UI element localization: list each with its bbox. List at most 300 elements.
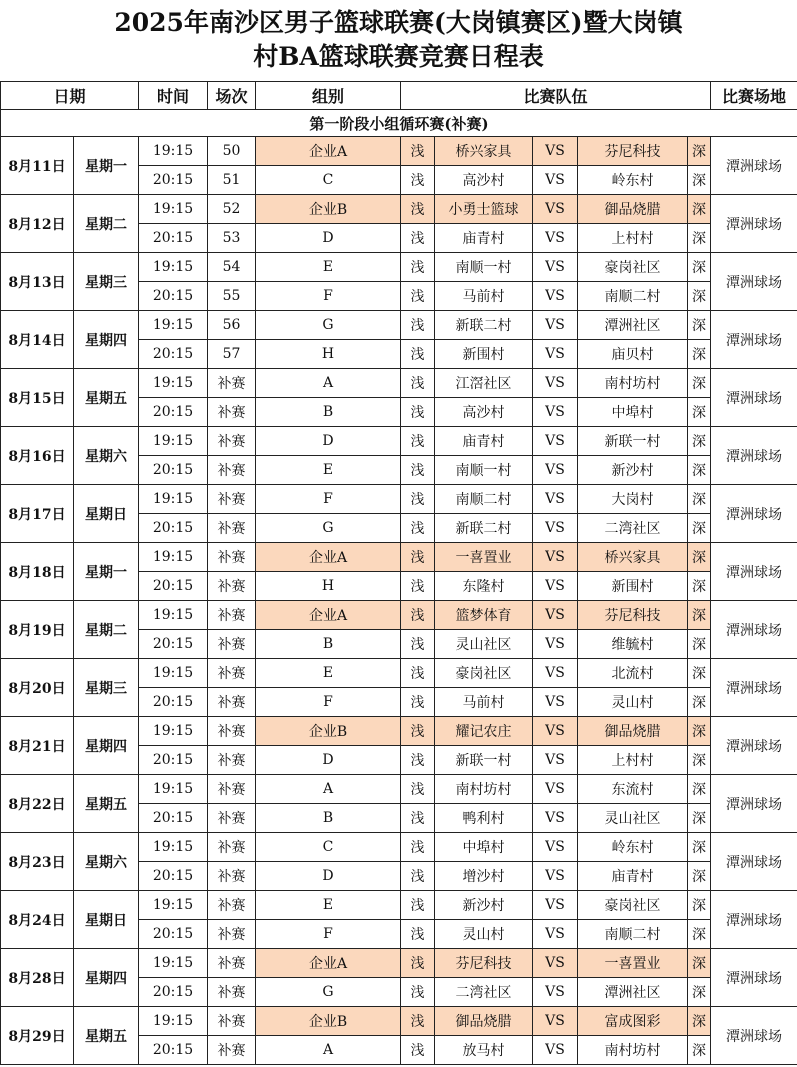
light-side-label: 浅: [401, 833, 435, 862]
dark-side-label: 深: [688, 456, 711, 485]
match-time: 20:15: [139, 978, 208, 1007]
vs-label: VS: [533, 833, 578, 862]
match-time: 19:15: [139, 717, 208, 746]
match-time: 20:15: [139, 804, 208, 833]
match-weekday: 星期一: [74, 137, 139, 195]
dark-side-label: 深: [688, 398, 711, 427]
match-row: [1, 311, 797, 340]
dark-side-label: 深: [688, 601, 711, 630]
match-number: 补赛: [208, 514, 256, 543]
match-group: F: [256, 688, 401, 717]
home-team: 灵山社区: [435, 630, 533, 659]
vs-label: VS: [533, 775, 578, 804]
match-number: 补赛: [208, 949, 256, 978]
match-number: 补赛: [208, 891, 256, 920]
away-team: 大岗村: [578, 485, 688, 514]
vs-label: VS: [533, 224, 578, 253]
match-group: E: [256, 891, 401, 920]
home-team: 高沙村: [435, 166, 533, 195]
match-date: 8月20日: [1, 659, 74, 717]
light-side-label: 浅: [401, 369, 435, 398]
vs-label: VS: [533, 601, 578, 630]
match-row: [1, 253, 797, 282]
match-number: 补赛: [208, 804, 256, 833]
home-team: 御品烧腊: [435, 1007, 533, 1036]
light-side-label: 浅: [401, 659, 435, 688]
away-team: 灵山村: [578, 688, 688, 717]
match-group: E: [256, 659, 401, 688]
match-group: 企业A: [256, 601, 401, 630]
away-team: 御品烧腊: [578, 717, 688, 746]
match-group: H: [256, 340, 401, 369]
match-date: 8月18日: [1, 543, 74, 601]
match-group: D: [256, 862, 401, 891]
match-venue: 潭洲球场: [711, 427, 797, 485]
away-team: 上村村: [578, 224, 688, 253]
vs-label: VS: [533, 282, 578, 311]
home-team: 放马村: [435, 1036, 533, 1065]
vs-label: VS: [533, 862, 578, 891]
match-time: 19:15: [139, 833, 208, 862]
match-group: B: [256, 398, 401, 427]
stage-title: 第一阶段小组循环赛(补赛): [1, 110, 797, 137]
home-team: 篮梦体育: [435, 601, 533, 630]
match-row: [1, 775, 797, 804]
dark-side-label: 深: [688, 137, 711, 166]
away-team: 潭洲社区: [578, 311, 688, 340]
light-side-label: 浅: [401, 717, 435, 746]
vs-label: VS: [533, 688, 578, 717]
match-time: 19:15: [139, 369, 208, 398]
match-time: 19:15: [139, 949, 208, 978]
match-date: 8月13日: [1, 253, 74, 311]
home-team: 庙青村: [435, 427, 533, 456]
match-number: 50: [208, 137, 256, 166]
match-group: G: [256, 978, 401, 1007]
match-time: 19:15: [139, 1007, 208, 1036]
vs-label: VS: [533, 746, 578, 775]
away-team: 中埠村: [578, 398, 688, 427]
match-group: D: [256, 746, 401, 775]
vs-label: VS: [533, 398, 578, 427]
home-team: 芬尼科技: [435, 949, 533, 978]
match-date: 8月17日: [1, 485, 74, 543]
dark-side-label: 深: [688, 978, 711, 1007]
match-row: [1, 485, 797, 514]
match-group: A: [256, 775, 401, 804]
match-time: 19:15: [139, 427, 208, 456]
match-venue: 潭洲球场: [711, 659, 797, 717]
home-team: 庙青村: [435, 224, 533, 253]
vs-label: VS: [533, 514, 578, 543]
header-group: 组别: [256, 82, 401, 110]
dark-side-label: 深: [688, 746, 711, 775]
match-group: 企业B: [256, 717, 401, 746]
match-row: [1, 137, 797, 166]
match-venue: 潭洲球场: [711, 543, 797, 601]
match-row: [1, 601, 797, 630]
light-side-label: 浅: [401, 543, 435, 572]
match-date: 8月22日: [1, 775, 74, 833]
match-date: 8月11日: [1, 137, 74, 195]
match-time: 20:15: [139, 630, 208, 659]
match-date: 8月12日: [1, 195, 74, 253]
match-group: E: [256, 456, 401, 485]
home-team: 新沙村: [435, 891, 533, 920]
match-weekday: 星期四: [74, 949, 139, 1007]
dark-side-label: 深: [688, 514, 711, 543]
match-number: 补赛: [208, 427, 256, 456]
document-title: [0, 0, 797, 81]
title-line-2: 村BA篮球联赛竞赛日程表: [253, 42, 544, 71]
home-team: 东隆村: [435, 572, 533, 601]
vs-label: VS: [533, 137, 578, 166]
match-number: 补赛: [208, 543, 256, 572]
dark-side-label: 深: [688, 688, 711, 717]
dark-side-label: 深: [688, 1007, 711, 1036]
dark-side-label: 深: [688, 949, 711, 978]
away-team: 御品烧腊: [578, 195, 688, 224]
match-time: 20:15: [139, 340, 208, 369]
match-time: 19:15: [139, 659, 208, 688]
match-group: 企业A: [256, 543, 401, 572]
match-time: 20:15: [139, 572, 208, 601]
home-team: 小勇士篮球: [435, 195, 533, 224]
light-side-label: 浅: [401, 978, 435, 1007]
vs-label: VS: [533, 456, 578, 485]
match-group: F: [256, 920, 401, 949]
match-time: 19:15: [139, 891, 208, 920]
away-team: 潭洲社区: [578, 978, 688, 1007]
away-team: 维毓村: [578, 630, 688, 659]
match-date: 8月24日: [1, 891, 74, 949]
away-team: 富成图彩: [578, 1007, 688, 1036]
home-team: 马前村: [435, 688, 533, 717]
match-group: C: [256, 833, 401, 862]
dark-side-label: 深: [688, 862, 711, 891]
match-group: 企业A: [256, 137, 401, 166]
match-venue: 潭洲球场: [711, 311, 797, 369]
match-number: 补赛: [208, 833, 256, 862]
dark-side-label: 深: [688, 543, 711, 572]
away-team: 岭东村: [578, 833, 688, 862]
match-number: 53: [208, 224, 256, 253]
match-time: 19:15: [139, 601, 208, 630]
match-number: 补赛: [208, 485, 256, 514]
away-team: 灵山社区: [578, 804, 688, 833]
dark-side-label: 深: [688, 166, 711, 195]
away-team: 新联一村: [578, 427, 688, 456]
match-time: 20:15: [139, 398, 208, 427]
match-weekday: 星期五: [74, 369, 139, 427]
match-group: H: [256, 572, 401, 601]
home-team: 新联一村: [435, 746, 533, 775]
match-venue: 潭洲球场: [711, 137, 797, 195]
match-number: 补赛: [208, 775, 256, 804]
dark-side-label: 深: [688, 891, 711, 920]
schedule-table: [0, 81, 797, 1065]
match-weekday: 星期日: [74, 485, 139, 543]
match-weekday: 星期三: [74, 659, 139, 717]
vs-label: VS: [533, 543, 578, 572]
vs-label: VS: [533, 717, 578, 746]
match-weekday: 星期六: [74, 427, 139, 485]
match-group: E: [256, 253, 401, 282]
match-group: B: [256, 630, 401, 659]
light-side-label: 浅: [401, 195, 435, 224]
match-number: 补赛: [208, 688, 256, 717]
match-group: F: [256, 485, 401, 514]
match-weekday: 星期二: [74, 601, 139, 659]
match-date: 8月14日: [1, 311, 74, 369]
match-venue: 潭洲球场: [711, 369, 797, 427]
match-number: 补赛: [208, 456, 256, 485]
match-date: 8月23日: [1, 833, 74, 891]
match-number: 补赛: [208, 920, 256, 949]
match-time: 19:15: [139, 485, 208, 514]
light-side-label: 浅: [401, 601, 435, 630]
match-number: 补赛: [208, 862, 256, 891]
light-side-label: 浅: [401, 456, 435, 485]
match-number: 补赛: [208, 717, 256, 746]
vs-label: VS: [533, 340, 578, 369]
light-side-label: 浅: [401, 746, 435, 775]
match-venue: 潭洲球场: [711, 717, 797, 775]
home-team: 南顺一村: [435, 253, 533, 282]
match-number: 51: [208, 166, 256, 195]
light-side-label: 浅: [401, 949, 435, 978]
title-line-1: 2025年南沙区男子篮球联赛(大岗镇赛区)暨大岗镇: [114, 8, 683, 37]
away-team: 芬尼科技: [578, 137, 688, 166]
match-date: 8月28日: [1, 949, 74, 1007]
away-team: 新围村: [578, 572, 688, 601]
dark-side-label: 深: [688, 920, 711, 949]
dark-side-label: 深: [688, 804, 711, 833]
home-team: 二湾社区: [435, 978, 533, 1007]
away-team: 新沙村: [578, 456, 688, 485]
vs-label: VS: [533, 572, 578, 601]
light-side-label: 浅: [401, 804, 435, 833]
match-time: 20:15: [139, 746, 208, 775]
dark-side-label: 深: [688, 224, 711, 253]
home-team: 新联二村: [435, 514, 533, 543]
light-side-label: 浅: [401, 688, 435, 717]
match-time: 20:15: [139, 1036, 208, 1065]
dark-side-label: 深: [688, 572, 711, 601]
match-number: 补赛: [208, 746, 256, 775]
home-team: 马前村: [435, 282, 533, 311]
match-weekday: 星期一: [74, 543, 139, 601]
match-row: [1, 427, 797, 456]
match-date: 8月19日: [1, 601, 74, 659]
match-venue: 潭洲球场: [711, 1007, 797, 1065]
match-venue: 潭洲球场: [711, 949, 797, 1007]
vs-label: VS: [533, 253, 578, 282]
home-team: 南村坊村: [435, 775, 533, 804]
away-team: 芬尼科技: [578, 601, 688, 630]
light-side-label: 浅: [401, 891, 435, 920]
light-side-label: 浅: [401, 775, 435, 804]
match-group: 企业B: [256, 195, 401, 224]
dark-side-label: 深: [688, 282, 711, 311]
match-weekday: 星期五: [74, 775, 139, 833]
match-time: 20:15: [139, 282, 208, 311]
match-venue: 潭洲球场: [711, 195, 797, 253]
match-group: A: [256, 369, 401, 398]
dark-side-label: 深: [688, 311, 711, 340]
vs-label: VS: [533, 630, 578, 659]
home-team: 耀记农庄: [435, 717, 533, 746]
match-venue: 潭洲球场: [711, 891, 797, 949]
vs-label: VS: [533, 166, 578, 195]
match-row: [1, 1007, 797, 1036]
match-time: 20:15: [139, 862, 208, 891]
match-weekday: 星期二: [74, 195, 139, 253]
dark-side-label: 深: [688, 427, 711, 456]
light-side-label: 浅: [401, 572, 435, 601]
light-side-label: 浅: [401, 166, 435, 195]
home-team: 新联二村: [435, 311, 533, 340]
header-match-no: 场次: [208, 82, 256, 110]
match-row: [1, 659, 797, 688]
match-number: 55: [208, 282, 256, 311]
light-side-label: 浅: [401, 340, 435, 369]
header-date: 日期: [1, 82, 139, 110]
match-venue: 潭洲球场: [711, 833, 797, 891]
match-venue: 潭洲球场: [711, 485, 797, 543]
match-number: 补赛: [208, 659, 256, 688]
match-weekday: 星期六: [74, 833, 139, 891]
match-number: 补赛: [208, 978, 256, 1007]
away-team: 东流村: [578, 775, 688, 804]
match-number: 补赛: [208, 369, 256, 398]
vs-label: VS: [533, 804, 578, 833]
match-date: 8月29日: [1, 1007, 74, 1065]
match-time: 19:15: [139, 311, 208, 340]
light-side-label: 浅: [401, 253, 435, 282]
vs-label: VS: [533, 427, 578, 456]
away-team: 北流村: [578, 659, 688, 688]
match-group: G: [256, 311, 401, 340]
away-team: 上村村: [578, 746, 688, 775]
match-row: [1, 949, 797, 978]
match-number: 补赛: [208, 398, 256, 427]
home-team: 豪岗社区: [435, 659, 533, 688]
away-team: 豪岗社区: [578, 253, 688, 282]
vs-label: VS: [533, 920, 578, 949]
match-number: 57: [208, 340, 256, 369]
match-venue: 潭洲球场: [711, 601, 797, 659]
home-team: 南顺一村: [435, 456, 533, 485]
dark-side-label: 深: [688, 1036, 711, 1065]
match-number: 补赛: [208, 630, 256, 659]
stage-row: [1, 110, 797, 137]
light-side-label: 浅: [401, 398, 435, 427]
match-time: 20:15: [139, 514, 208, 543]
home-team: 江滘社区: [435, 369, 533, 398]
vs-label: VS: [533, 659, 578, 688]
dark-side-label: 深: [688, 195, 711, 224]
match-number: 补赛: [208, 601, 256, 630]
away-team: 桥兴家具: [578, 543, 688, 572]
match-time: 19:15: [139, 775, 208, 804]
light-side-label: 浅: [401, 862, 435, 891]
vs-label: VS: [533, 891, 578, 920]
light-side-label: 浅: [401, 1007, 435, 1036]
vs-label: VS: [533, 978, 578, 1007]
light-side-label: 浅: [401, 514, 435, 543]
light-side-label: 浅: [401, 137, 435, 166]
header-venue: 比赛场地: [711, 82, 797, 110]
away-team: 南村坊村: [578, 369, 688, 398]
light-side-label: 浅: [401, 311, 435, 340]
dark-side-label: 深: [688, 340, 711, 369]
home-team: 中埠村: [435, 833, 533, 862]
home-team: 桥兴家具: [435, 137, 533, 166]
match-number: 补赛: [208, 572, 256, 601]
dark-side-label: 深: [688, 659, 711, 688]
match-number: 补赛: [208, 1036, 256, 1065]
dark-side-label: 深: [688, 630, 711, 659]
vs-label: VS: [533, 485, 578, 514]
match-time: 19:15: [139, 543, 208, 572]
home-team: 灵山村: [435, 920, 533, 949]
match-group: G: [256, 514, 401, 543]
dark-side-label: 深: [688, 775, 711, 804]
match-group: C: [256, 166, 401, 195]
match-time: 20:15: [139, 920, 208, 949]
dark-side-label: 深: [688, 717, 711, 746]
match-time: 19:15: [139, 137, 208, 166]
match-number: 56: [208, 311, 256, 340]
match-time: 19:15: [139, 195, 208, 224]
light-side-label: 浅: [401, 485, 435, 514]
home-team: 鸭利村: [435, 804, 533, 833]
light-side-label: 浅: [401, 427, 435, 456]
home-team: 增沙村: [435, 862, 533, 891]
vs-label: VS: [533, 311, 578, 340]
match-row: [1, 833, 797, 862]
match-time: 20:15: [139, 224, 208, 253]
away-team: 南顺二村: [578, 920, 688, 949]
vs-label: VS: [533, 1036, 578, 1065]
match-row: [1, 891, 797, 920]
match-group: 企业B: [256, 1007, 401, 1036]
dark-side-label: 深: [688, 369, 711, 398]
match-venue: 潭洲球场: [711, 775, 797, 833]
match-group: A: [256, 1036, 401, 1065]
match-venue: 潭洲球场: [711, 253, 797, 311]
match-weekday: 星期四: [74, 311, 139, 369]
home-team: 新围村: [435, 340, 533, 369]
match-date: 8月21日: [1, 717, 74, 775]
away-team: 南村坊村: [578, 1036, 688, 1065]
match-weekday: 星期五: [74, 1007, 139, 1065]
away-team: 岭东村: [578, 166, 688, 195]
vs-label: VS: [533, 195, 578, 224]
match-time: 20:15: [139, 166, 208, 195]
away-team: 一喜置业: [578, 949, 688, 978]
match-group: 企业A: [256, 949, 401, 978]
home-team: 南顺二村: [435, 485, 533, 514]
match-group: B: [256, 804, 401, 833]
light-side-label: 浅: [401, 920, 435, 949]
vs-label: VS: [533, 369, 578, 398]
home-team: 一喜置业: [435, 543, 533, 572]
dark-side-label: 深: [688, 485, 711, 514]
away-team: 南顺二村: [578, 282, 688, 311]
light-side-label: 浅: [401, 224, 435, 253]
